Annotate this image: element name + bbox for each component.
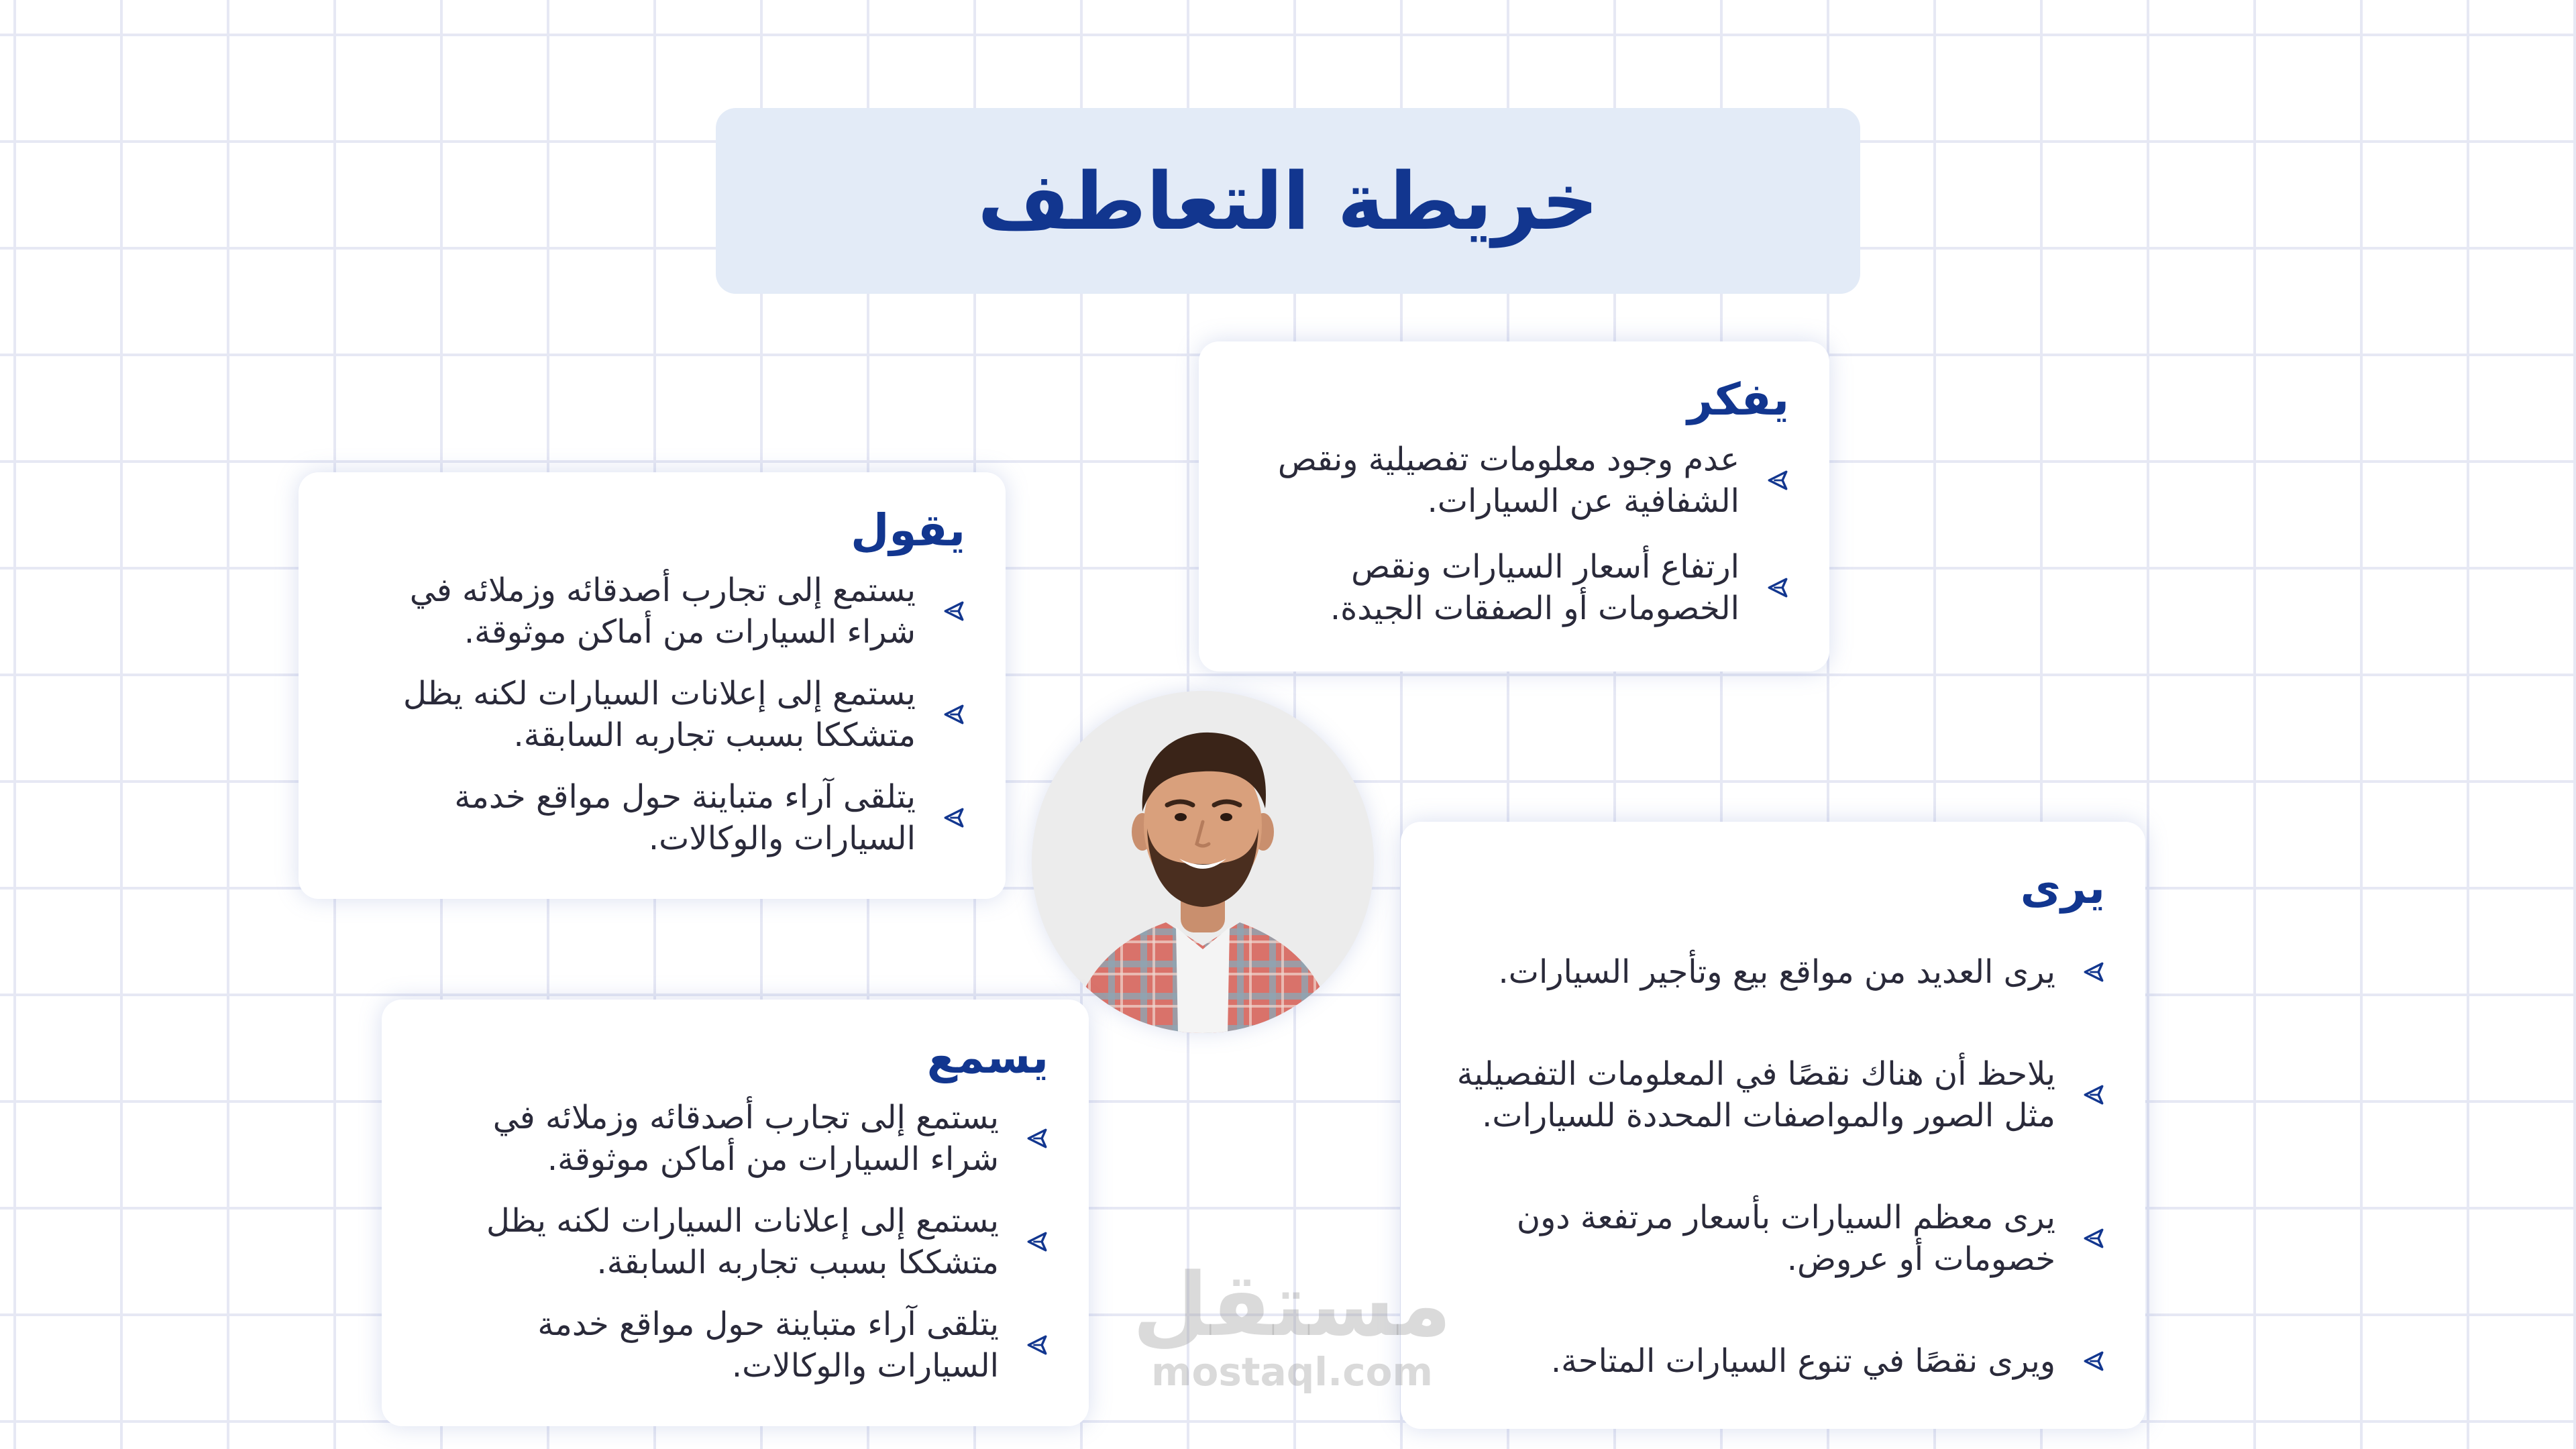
send-arrow-icon — [2082, 1227, 2105, 1250]
list-item-text: ارتفاع أسعار السيارات ونقص الخصومات أو الصفقات الجيدة. — [1330, 548, 1739, 627]
list-item-text: عدم وجود معلومات تفصيلية ونقص الشفافية عن السيارات. — [1277, 441, 1739, 520]
sees-list — [1441, 951, 2105, 1382]
send-arrow-icon — [1026, 1230, 1049, 1253]
list-item — [422, 1200, 1049, 1283]
send-arrow-icon — [943, 600, 965, 623]
list-item — [422, 1097, 1049, 1180]
thinks-card — [1199, 341, 1829, 672]
list-item — [1239, 546, 1789, 629]
send-arrow-icon — [943, 703, 965, 726]
hears-card — [382, 1000, 1089, 1426]
avatar-image — [1032, 691, 1374, 1033]
list-item — [339, 673, 965, 756]
thinks-list — [1239, 439, 1789, 629]
send-arrow-icon — [2082, 1350, 2105, 1373]
persona-avatar — [1032, 691, 1374, 1033]
send-arrow-icon — [1026, 1127, 1049, 1150]
list-item — [1239, 439, 1789, 522]
says-card — [299, 472, 1006, 899]
watermark-arabic: مستقل — [1132, 1254, 1452, 1356]
list-item — [339, 570, 965, 653]
list-item-text: يتلقى آراء متباينة حول مواقع خدمة السيارات والوكالات. — [454, 778, 916, 857]
list-item — [1441, 1197, 2105, 1280]
watermark-latin: mostaql.com — [1151, 1349, 1433, 1395]
list-item — [422, 1303, 1049, 1387]
list-item-text: يرى العديد من مواقع بيع وتأجير السيارات. — [1498, 953, 2055, 991]
send-arrow-icon — [1026, 1334, 1049, 1356]
list-item — [339, 776, 965, 859]
list-item — [1441, 951, 2105, 993]
sees-card — [1401, 822, 2145, 1429]
hears-list — [422, 1097, 1049, 1387]
list-item-text: يستمع إلى إعلانات السيارات لكنه يظل متشككا بسبب تجاربه السابقة. — [486, 1202, 999, 1281]
sees-heading: يرى — [2020, 862, 2105, 914]
list-item — [1441, 1340, 2105, 1382]
send-arrow-icon — [2082, 961, 2105, 983]
list-item-text: يلاحظ أن هناك نقصًا في المعلومات التفصيلية مثل الصور والمواصفات المحددة للسيارات. — [1456, 1055, 2055, 1134]
title-banner — [716, 108, 1860, 294]
list-item-text: يستمع إلى تجارب أصدقائه وزملائه في شراء السيارات من أماكن موثوقة. — [409, 572, 916, 651]
send-arrow-icon — [1766, 576, 1789, 599]
list-item-text: يرى معظم السيارات بأسعار مرتفعة دون خصومات أو عروض. — [1516, 1199, 2055, 1278]
page-title: خريطة التعاطف — [977, 154, 1599, 248]
mostaql-watermark — [1131, 1254, 1453, 1395]
send-arrow-icon — [2082, 1083, 2105, 1106]
send-arrow-icon — [1766, 469, 1789, 492]
hears-heading: يسمع — [926, 1032, 1049, 1083]
list-item-text: يستمع إلى إعلانات السيارات لكنه يظل متشككا بسبب تجاربه السابقة. — [402, 675, 916, 754]
says-heading: يقول — [851, 504, 965, 556]
says-list — [339, 570, 965, 859]
send-arrow-icon — [943, 806, 965, 829]
list-item-text: ويرى نقصًا في تنوع السيارات المتاحة. — [1550, 1342, 2055, 1380]
thinks-heading: يفكر — [1687, 374, 1789, 425]
list-item-text: يستمع إلى تجارب أصدقائه وزملائه في شراء السيارات من أماكن موثوقة. — [492, 1099, 999, 1178]
list-item — [1441, 1053, 2105, 1136]
list-item-text: يتلقى آراء متباينة حول مواقع خدمة السيارات والوكالات. — [537, 1305, 999, 1385]
